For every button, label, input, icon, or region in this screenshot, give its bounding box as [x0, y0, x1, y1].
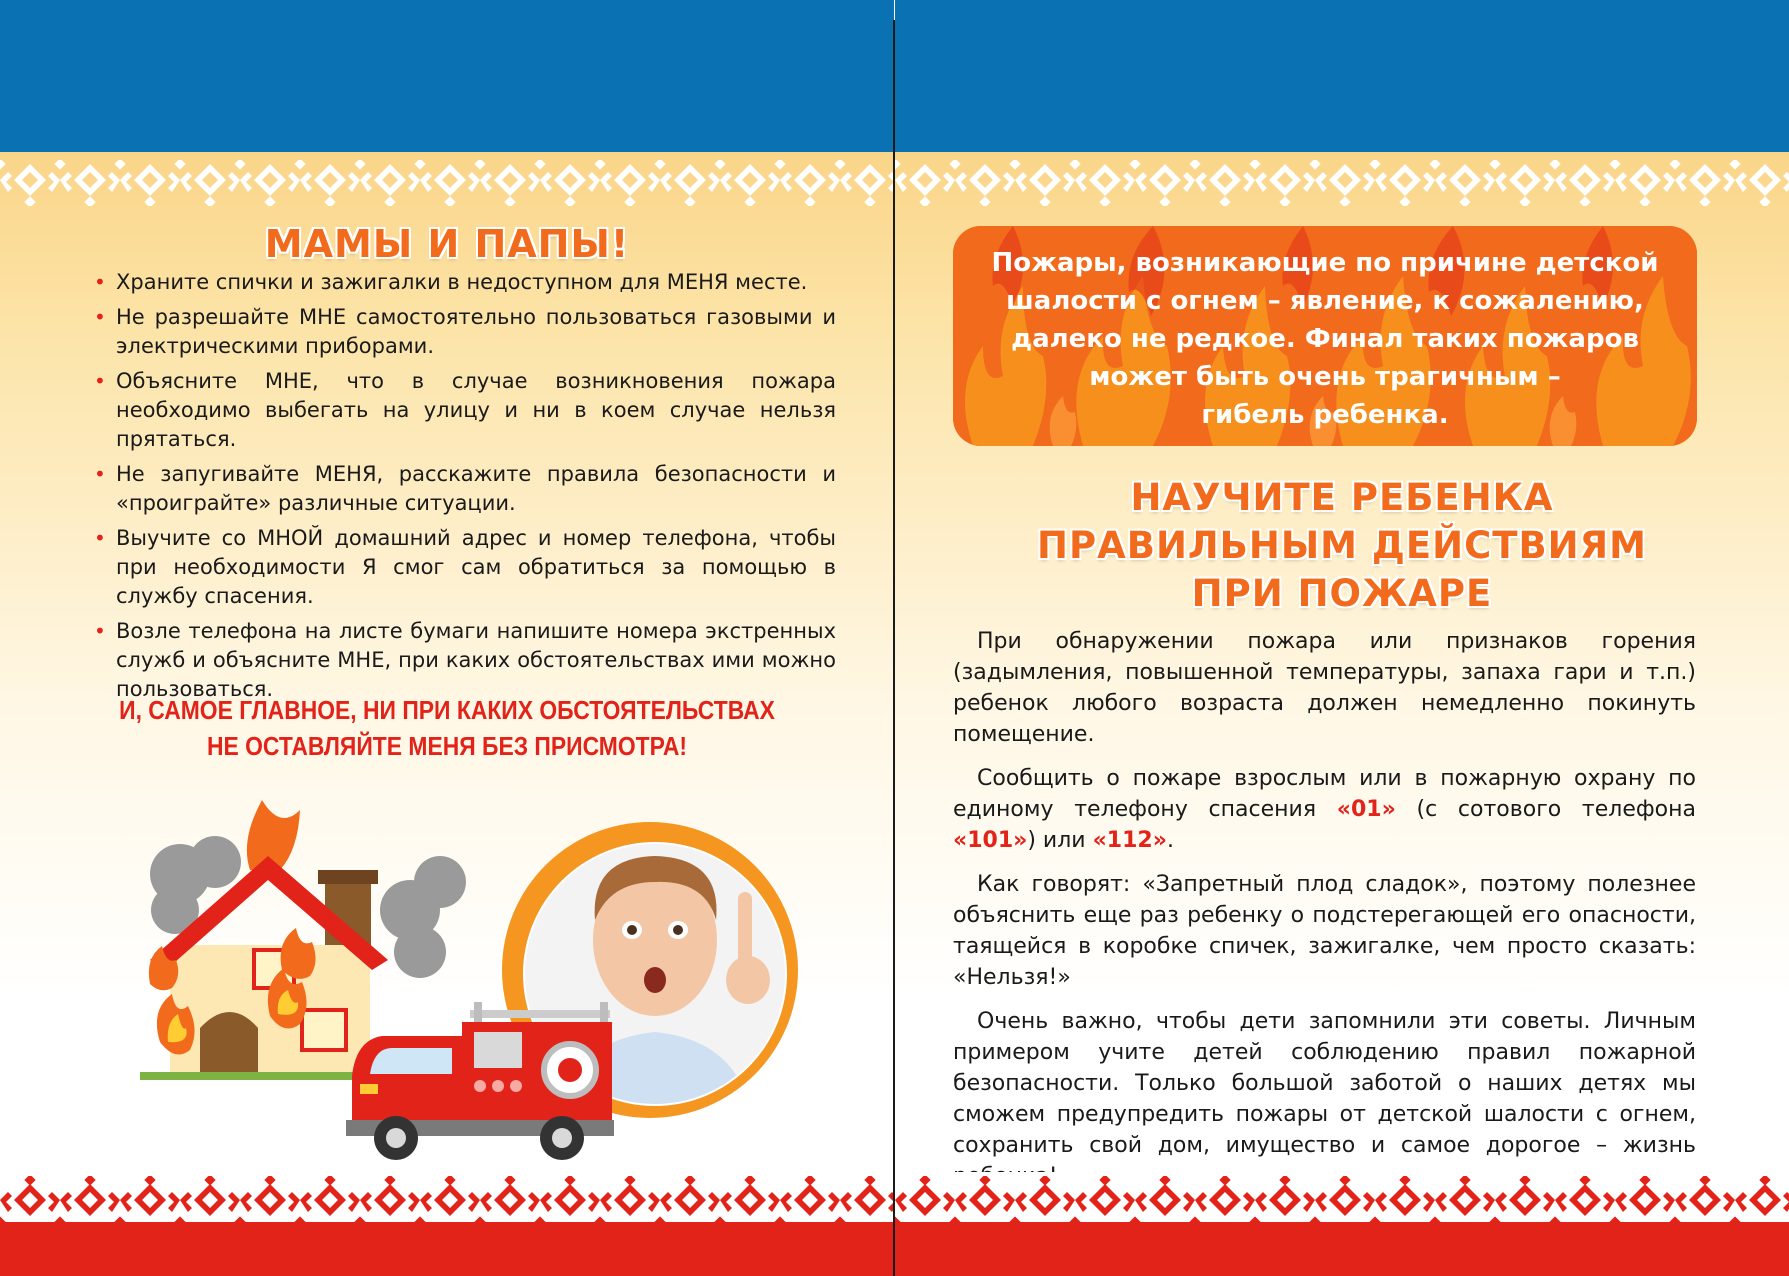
fire-line: далеко не редкое. Финал таких пожаров	[1011, 324, 1639, 354]
fold-line	[893, 20, 895, 1276]
fire-info-text	[953, 244, 1697, 434]
burning-house-icon	[140, 800, 400, 1080]
ornament-band-bottom	[895, 1176, 1789, 1224]
bullet-icon: •	[94, 462, 106, 486]
fire-line: гибель ребенка.	[1201, 400, 1449, 430]
top-blue-bar	[895, 0, 1789, 152]
paragraph: Очень важно, чтобы дети запомнили эти советы. Личным примером учите детей соблюдению правил пожарной безопасности. Только большой заботой о наших детях мы сможем предупредить пожары от детской шалости с огнем, сохранить свой дом, имущество и самое дорогое – жизнь	[953, 1009, 1696, 1158]
parents-title: МАМЫ И ПАПЫ!	[264, 222, 630, 266]
paragraph: Как говорят: «Запретный плод сладок», поэтому полезнее объяснить еще раз ребенку о подстерегающей его опасности, таящейся в коробке спичек, зажигалке, чем просто сказать: «Нельзя!»	[953, 872, 1696, 990]
tip-item: • Не запугивайте МЕНЯ, расскажите правила безопасности и «проиграйте» различные ситуации.	[94, 462, 836, 515]
bullet-icon: •	[94, 305, 106, 329]
fire-line: Пожары, возникающие по причине детской	[991, 248, 1659, 278]
bottom-red-bar	[0, 1222, 894, 1276]
top-blue-bar	[0, 0, 894, 152]
ornament-band-top	[895, 160, 1789, 206]
tip-item: • Храните спички и зажигалки в недоступном для МЕНЯ месте.	[92, 268, 836, 297]
tip-item: • Выучите со МНОЙ домашний адрес и номер телефона, чтобы при необходимости Я смог сам обратиться за помощью в службу спасения.	[94, 526, 836, 608]
tip-item: • Не разрешайте МНЕ самостоятельно пользоваться газовыми и электрическими приборами.	[94, 305, 836, 358]
paragraph-phones: Сообщить о пожаре взрослым или в пожарную охрану по единому телефону спасения «01» (с сотового телефона «101») или «112».	[953, 766, 1696, 853]
tips-list	[92, 268, 836, 710]
tip-item: • Объясните МНЕ, что в случае возникновения пожара необходимо выбегать на улицу и ни в коем случае нельзя прятаться.	[94, 369, 836, 451]
warning-line-1: И, САМОЕ ГЛАВНОЕ, НИ ПРИ КАКИХ ОБСТОЯТЕЛЬСТВАХ	[119, 695, 775, 725]
ornament-band-bottom	[0, 1176, 894, 1224]
ornament-band-top	[0, 160, 894, 206]
main-warning	[0, 692, 894, 764]
fire-line: шалости с огнем – явление, к сожалению,	[1006, 286, 1644, 316]
right-page	[895, 0, 1789, 1276]
paragraph: При обнаружении пожара или признаков горения (задымления, повышенной температуры, запаха гари и т.п.) ребенок любого возраста должен немедленно покинуть помещение.	[953, 629, 1696, 747]
bullet-icon: •	[94, 619, 106, 643]
phone-number: «101»	[953, 828, 1028, 853]
bottom-red-bar	[895, 1222, 1789, 1276]
fire-info-box	[953, 226, 1697, 446]
fire-truck-icon	[346, 1002, 614, 1160]
fire-line: может быть очень трагичным –	[1089, 362, 1561, 392]
teach-child-title: НАУЧИТЕ РЕБЕНКА ПРАВИЛЬНЫМ ДЕЙСТВИЯМ ПРИ ПОЖАРЕ	[1037, 476, 1647, 615]
bullet-icon: •	[94, 270, 106, 294]
phone-number: «112»	[1092, 828, 1167, 853]
tip-item: • Возле телефона на листе бумаги напишите номера экстренных служб и объясните МНЕ, при каких обстоятельствах ими можно пользоваться.	[94, 619, 836, 701]
bullet-icon: •	[94, 369, 106, 393]
left-page	[0, 0, 894, 1276]
bullet-icon: •	[94, 526, 106, 550]
advice-text	[953, 626, 1696, 1205]
warning-line-2: НЕ ОСТАВЛЯЙТЕ МЕНЯ БЕЗ ПРИСМОТРА!	[206, 731, 688, 761]
illustration	[0, 770, 894, 1170]
phone-number: «01»	[1336, 797, 1396, 822]
